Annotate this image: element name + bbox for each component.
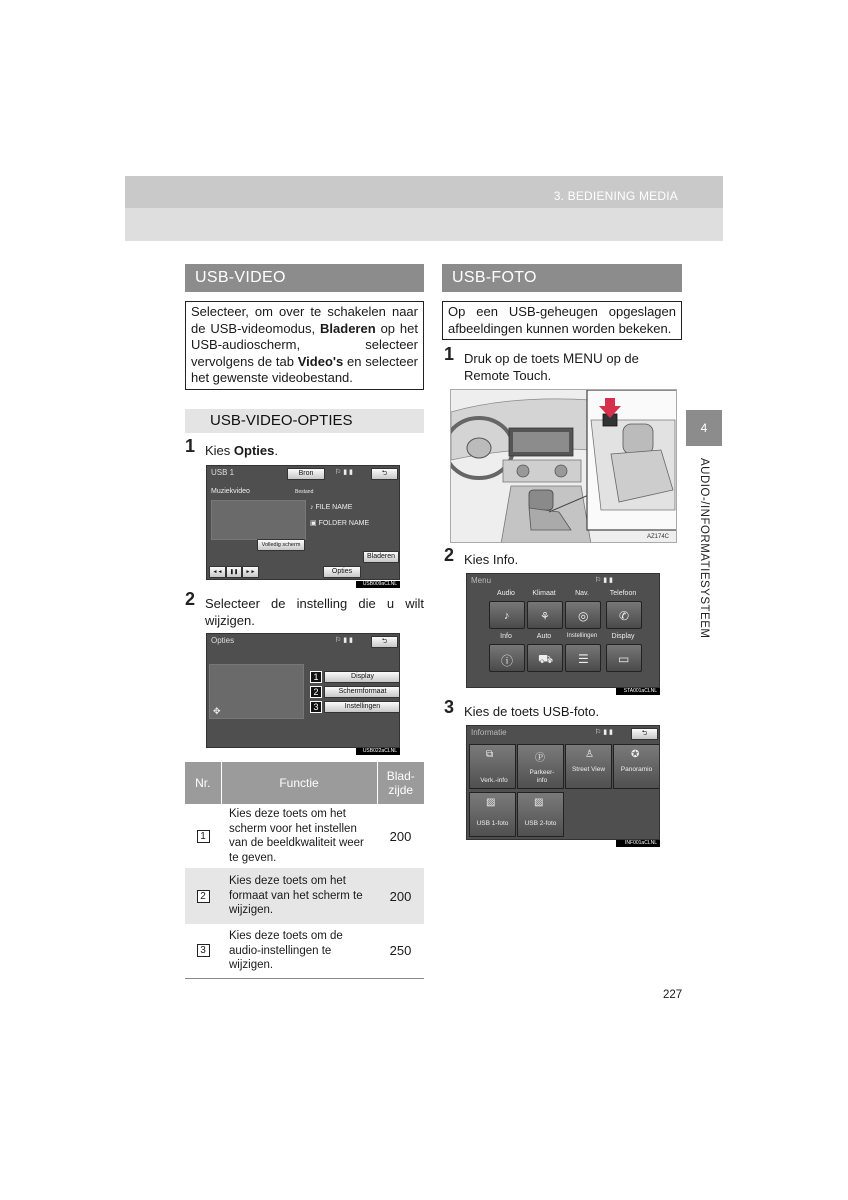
display-tile[interactable] xyxy=(606,644,642,672)
settings-button[interactable]: Instellingen xyxy=(324,701,400,713)
parking-info-button[interactable]: Ⓟ Parkeer-info xyxy=(517,744,564,789)
status-icons: ⚐ ▮ ▮ xyxy=(335,637,353,644)
pause-button[interactable] xyxy=(226,566,242,578)
file-label: Bestand xyxy=(295,489,314,495)
back-button[interactable] xyxy=(631,728,658,740)
person-icon: ♙ xyxy=(585,749,594,760)
table-row xyxy=(185,804,424,868)
remote-touch-illustration xyxy=(450,389,677,543)
illustration-code: AZ174C xyxy=(647,534,670,540)
panoramio-button[interactable]: ✪ Panoramio xyxy=(613,744,660,789)
rewind-button[interactable] xyxy=(209,566,226,578)
phone-icon: ✆ xyxy=(619,609,630,623)
row-number: 1 xyxy=(197,830,210,843)
step-2-left: 2 Selecteer de instelling die u wilt wijzigen. xyxy=(185,589,424,628)
usb-video-intro: Selecteer, om over te schakelen naar de USB-videomodus, Bladeren op het USB-audioscherm, selecteer vervolgens de tab Video's en selecteer het gewenste videobestand. xyxy=(185,301,424,390)
phone-tile[interactable] xyxy=(606,601,642,629)
mode-label: Muziekvideo xyxy=(211,488,250,495)
col-nr: Nr. xyxy=(185,762,221,804)
file-name: ♪ FILE NAME xyxy=(310,504,353,511)
step-3-right: 3 Kies de toets USB-foto. xyxy=(444,697,600,719)
row-page: 250 xyxy=(377,924,424,978)
chapter-title: 3. BEDIENING MEDIA xyxy=(553,189,678,203)
info-screen: Informatie ⚐ ▮ ▮ ⮌ ⧉ Verk.-info Ⓟ Parkeer-info ♙ Street View ✪ Panoramio ▨ USB 1-foto ▨ USB 2-foto xyxy=(466,725,660,840)
usb1-photo-button[interactable]: ▨ USB 1-foto xyxy=(469,792,516,837)
section-title-usb-video: USB-VIDEO xyxy=(185,264,424,292)
move-icon: ✥ xyxy=(213,706,221,716)
panoramio-icon: ✪ xyxy=(631,749,640,760)
traffic-icon: ⧉ xyxy=(486,749,494,760)
folder-icon: ▣ xyxy=(310,520,319,527)
status-icons: ⚐ ▮ ▮ xyxy=(595,577,613,584)
video-area xyxy=(209,664,304,719)
source-button[interactable]: Bron xyxy=(287,468,325,480)
row-function: Kies deze toets om het scherm voor het instellen van de beeldkwaliteit weer te geven. xyxy=(229,808,364,864)
fullscreen-button[interactable]: Volledig scherm xyxy=(257,539,305,551)
section-title-usb-foto: USB-FOTO xyxy=(442,264,682,292)
back-icon: ⮌ xyxy=(641,730,648,737)
street-view-button[interactable]: ♙ Street View xyxy=(565,744,612,789)
settings-tile[interactable] xyxy=(565,644,601,672)
screen2-caption: USB022aCLNL xyxy=(356,748,400,755)
back-button[interactable] xyxy=(371,468,398,480)
chapter-tab-label: AUDIO-/INFORMATIESYSTEEM xyxy=(698,458,710,639)
car-icon: ⛟ xyxy=(538,652,554,666)
function-table xyxy=(185,762,424,979)
parking-icon: Ⓟ xyxy=(535,753,545,764)
car-interior-drawing xyxy=(451,390,677,543)
table-row xyxy=(185,924,424,978)
col-bladzijde: Blad-zijde xyxy=(377,762,424,804)
climate-icon: ⚘ xyxy=(540,611,550,623)
folder-name: ▣ FOLDER NAME xyxy=(310,520,370,527)
col-functie: Functie xyxy=(221,762,377,804)
step-1-left: 1 Kies Opties. xyxy=(185,436,278,458)
subsection-title-usb-video-options: USB-VIDEO-OPTIES xyxy=(185,409,424,433)
photo-icon: ▨ xyxy=(534,797,544,808)
menu-screen-caption: STA001aCLNL xyxy=(616,688,660,695)
music-note-icon: ♪ xyxy=(310,504,316,511)
chapter-tab-number: 4 xyxy=(686,410,722,446)
options-button[interactable]: Opties xyxy=(323,566,361,578)
callout-3: 3 xyxy=(310,701,322,713)
status-icons: ⚐ ▮ ▮ xyxy=(335,469,353,476)
back-icon: ⮌ xyxy=(381,470,388,477)
forward-button[interactable] xyxy=(242,566,259,578)
table-row xyxy=(185,868,424,924)
info-screen-caption: INF001aCLNL xyxy=(616,840,660,847)
photo-icon: ▨ xyxy=(486,797,496,808)
row-number: 2 xyxy=(197,890,210,903)
compass-icon: ◎ xyxy=(578,609,589,623)
step-2-right: 2 Kies Info. xyxy=(444,545,519,567)
info-tile[interactable] xyxy=(489,644,525,672)
pause-icon: ❚❚ xyxy=(229,569,239,575)
callout-2: 2 xyxy=(310,686,322,698)
climate-tile[interactable] xyxy=(527,601,563,629)
table-header-row xyxy=(185,762,424,804)
settings-icon: ☰ xyxy=(578,652,589,666)
browse-button[interactable]: Bladeren xyxy=(363,551,399,563)
row-page: 200 xyxy=(377,868,424,924)
car-tile[interactable] xyxy=(527,644,563,672)
row-function: Kies deze toets om de audio-instellingen te wijzigen. xyxy=(221,924,377,978)
display-button[interactable]: Display xyxy=(324,671,400,683)
menu-screen: Menu ⚐ ▮ ▮ Audio Klimaat Nav. Telefoon ♪ ⚘ ◎ ✆ Info Auto Instellingen Display ⓘ ⛟ ☰ ▭ xyxy=(466,573,660,688)
options-screen: Opties ⚐ ▮ ▮ ⮌ ✥ 1 Display 2 Schermformaat 3 Instellingen xyxy=(206,633,400,748)
display-icon: ▭ xyxy=(618,652,630,666)
audio-tile[interactable] xyxy=(489,601,525,629)
info-icon: ⓘ xyxy=(501,654,514,668)
callout-1: 1 xyxy=(310,671,322,683)
usb-video-screen: USB 1 Bron ⚐ ▮ ▮ ⮌ Muziekvideo Bestand ♪ FILE NAME ▣ FOLDER NAME Volledig scherm Bladeren ◄◄ ❚❚ ►► Opties xyxy=(206,465,400,580)
screen-format-button[interactable]: Schermformaat xyxy=(324,686,400,698)
rewind-icon: ◄◄ xyxy=(212,569,223,575)
nav-tile[interactable] xyxy=(565,601,601,629)
video-area xyxy=(211,500,306,540)
status-icons: ⚐ ▮ ▮ xyxy=(595,729,613,736)
usb2-photo-button[interactable]: ▨ USB 2-foto xyxy=(517,792,564,837)
audio-icon: ♪ xyxy=(504,610,510,622)
row-number: 3 xyxy=(197,944,210,957)
traffic-info-button[interactable]: ⧉ Verk.-info xyxy=(469,744,516,789)
screen1-caption: USB009aCLNL xyxy=(356,581,400,588)
page-number: 227 xyxy=(663,989,683,1001)
row-page: 200 xyxy=(389,828,412,844)
row-function: Kies deze toets om het formaat van het scherm te wijzigen. xyxy=(221,868,377,924)
step-1-right: 1 Druk op de toets MENU op de Remote Touch. xyxy=(444,344,639,383)
usb-foto-intro: Op een USB-geheugen opgeslagen afbeeldingen kunnen worden bekeken. xyxy=(442,301,682,340)
header-band xyxy=(125,208,723,241)
back-button[interactable] xyxy=(371,636,398,648)
forward-icon: ►► xyxy=(245,569,256,575)
back-icon: ⮌ xyxy=(381,638,388,645)
